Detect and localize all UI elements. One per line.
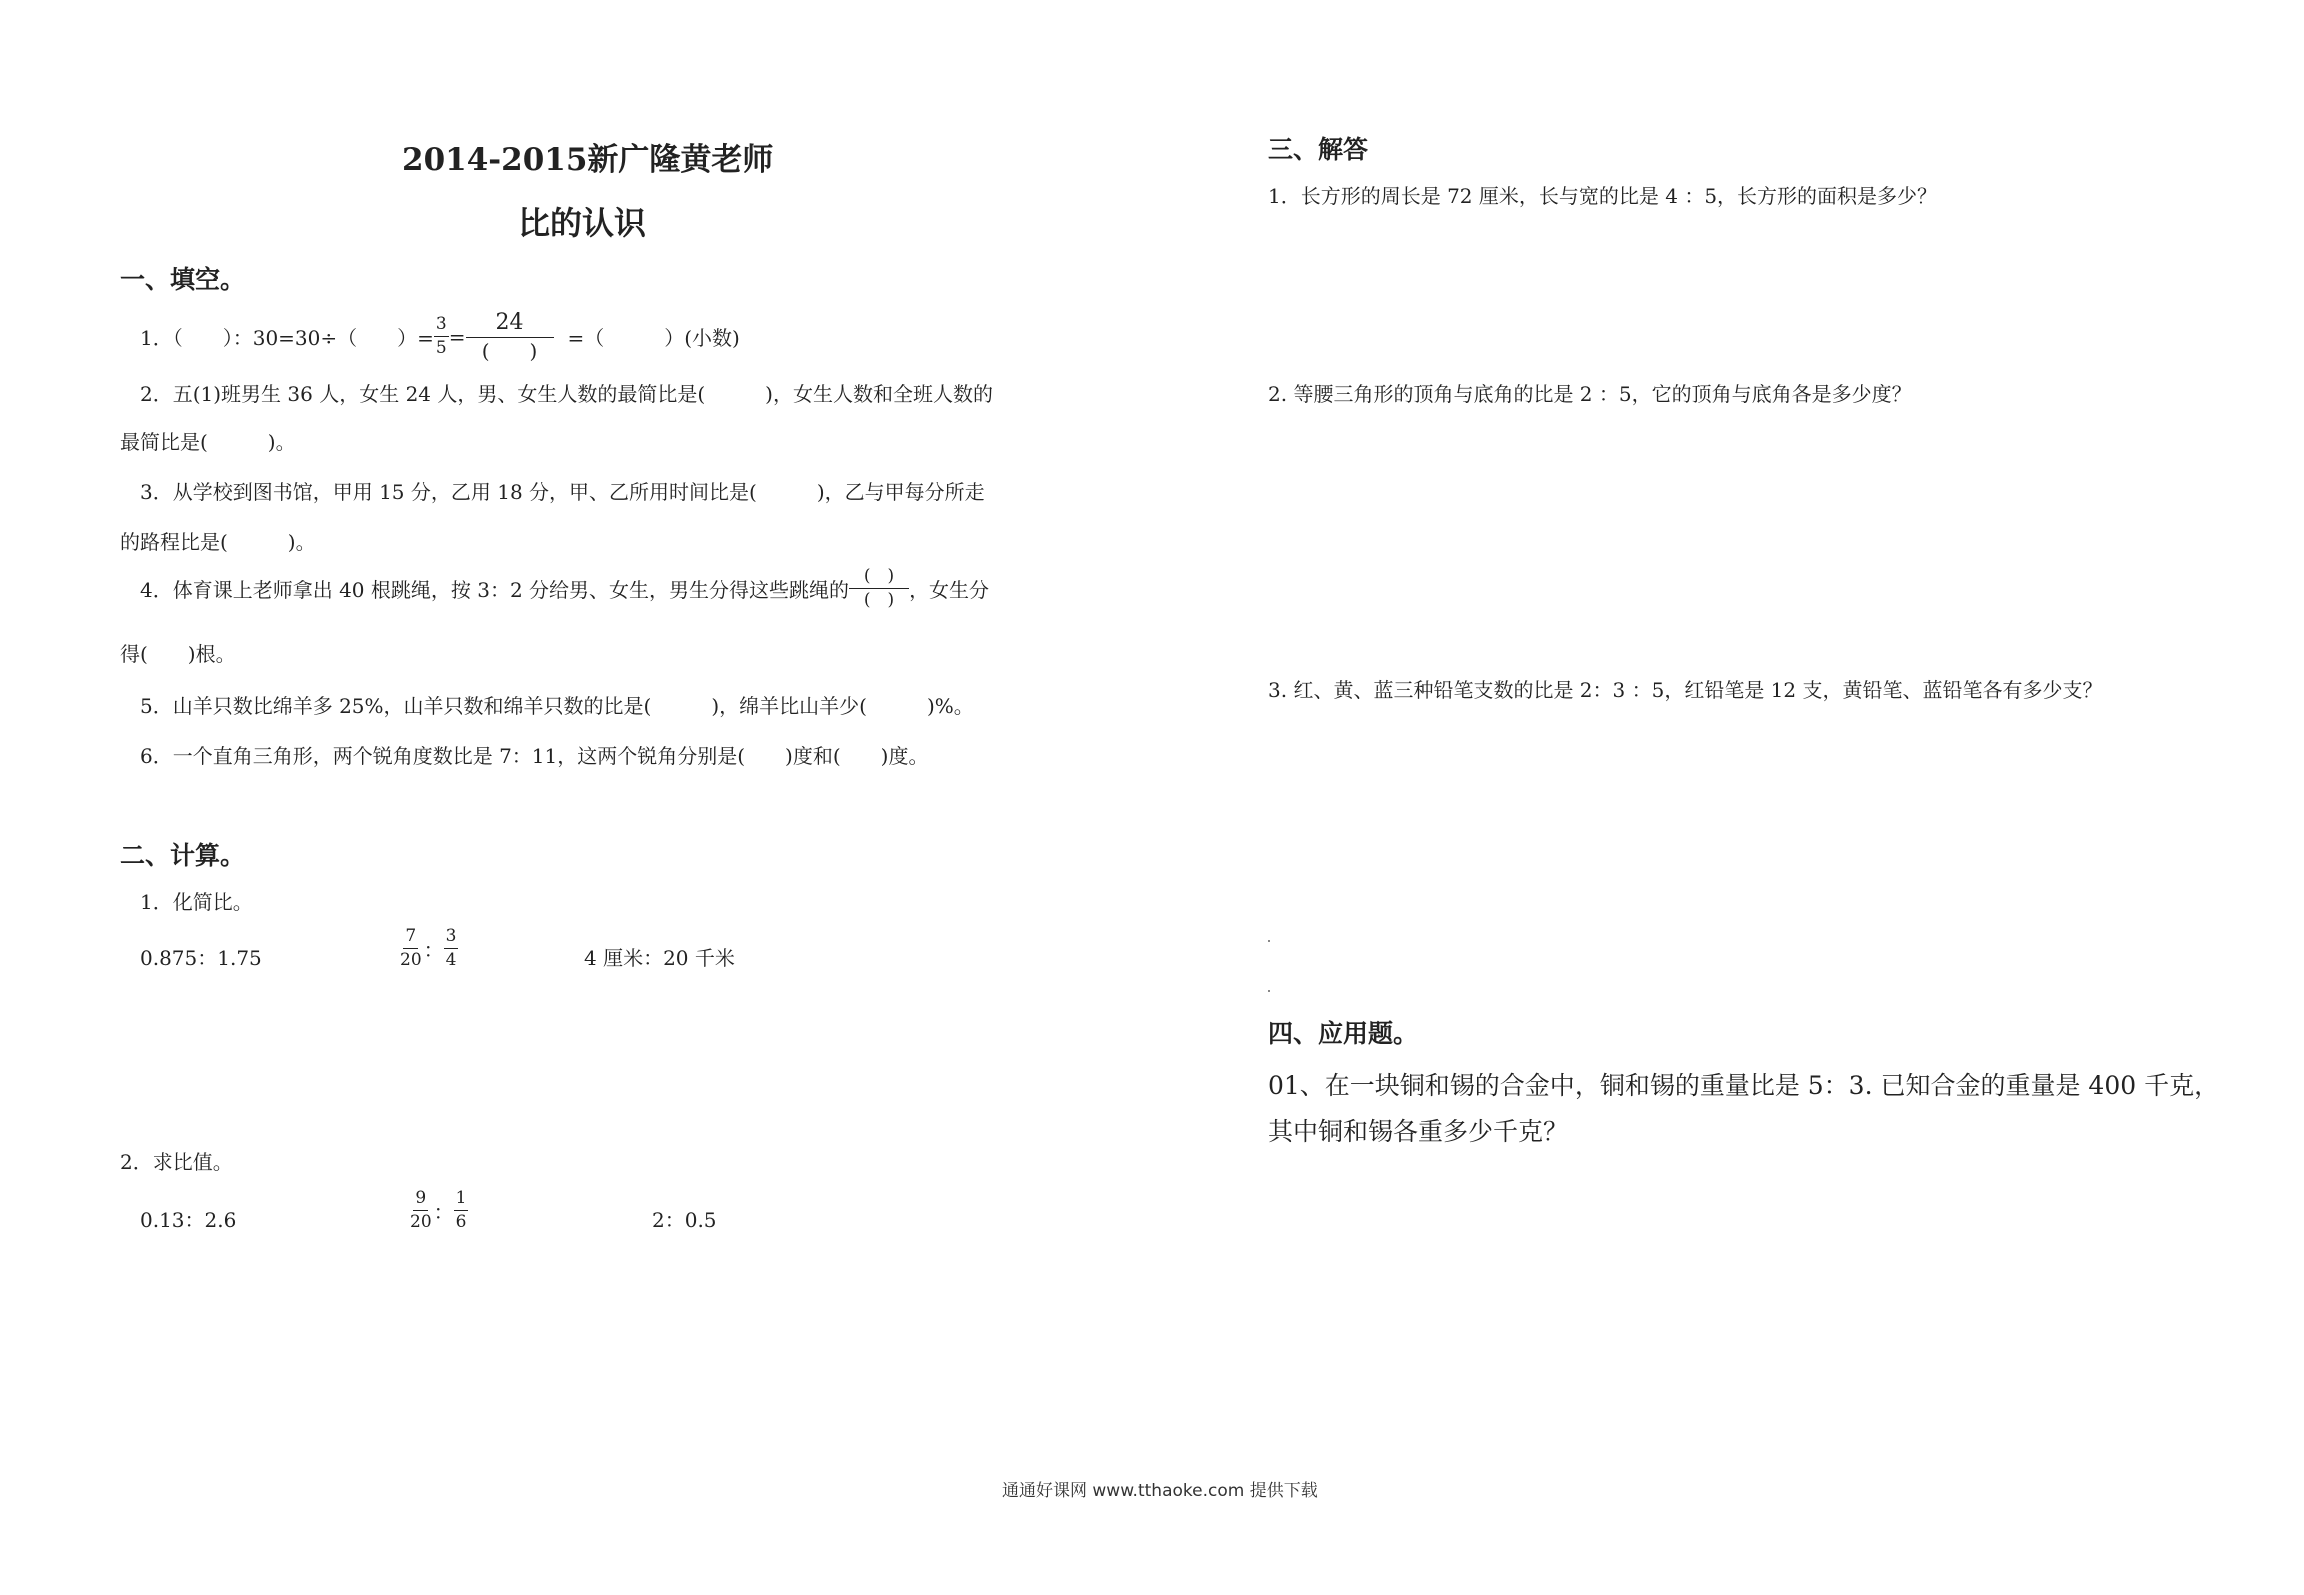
question-1-4-line2: 得( )根。 <box>120 642 236 666</box>
q1-fraction-1-num: 3 <box>434 316 449 337</box>
calc-1-frac-b-den: 4 <box>445 950 457 970</box>
q4-text-a: 4．体育课上老师拿出 40 根跳绳，按 3：2 分给男、女生，男生分得这些跳绳的 <box>140 578 850 602</box>
calc-2-sep: ： <box>433 1200 454 1224</box>
q1-fraction-2-num: 24 <box>466 312 554 338</box>
calc-2-expr-2 <box>408 1190 468 1231</box>
answer-3-3: 3. 红、黄、蓝三种铅笔支数的比是 2：3 ：5，红铅笔是 12 支，黄铅笔、蓝铅笔各有多少支？ <box>1268 678 2103 702</box>
question-1-4 <box>140 568 989 609</box>
answer-3-2: 2. 等腰三角形的顶角与底角的比是 2 ：5，它的顶角与底角各是多少度？ <box>1268 382 1912 406</box>
q1-text-b: =（ ）(小数) <box>567 326 740 350</box>
q4-fraction-num: ( ) <box>849 568 909 589</box>
page-title: 2014-2015新广隆黄老师 <box>402 142 774 178</box>
question-1-2-line2: 最简比是( )。 <box>120 430 296 454</box>
q1-equals: = <box>448 324 466 349</box>
calc-1-frac-a-num: 7 <box>403 928 418 949</box>
calc-2-label: 2．求比值。 <box>120 1150 233 1174</box>
calc-2-frac-b <box>454 1190 469 1231</box>
question-1-3-line1: 3．从学校到图书馆，甲用 15 分，乙用 18 分，甲、乙所用时间比是( )，乙与甲每分所走 <box>140 480 985 504</box>
question-1-2-line1: 2．五(1)班男生 36 人，女生 24 人，男、女生人数的最简比是( )，女生人数和全班人数的 <box>140 382 993 406</box>
calc-1-frac-a <box>398 928 424 969</box>
calc-1-frac-a-den: 20 <box>400 950 422 970</box>
calc-1-frac-b-num: 3 <box>444 928 459 949</box>
question-1-6: 6．一个直角三角形，两个锐角度数比是 7：11，这两个锐角分别是( )度和( )度。 <box>140 744 929 768</box>
calc-2-expr-3: 2：0.5 <box>652 1208 717 1232</box>
question-1-1 <box>140 312 740 361</box>
section-3-title: 三、解答 <box>1268 135 1369 164</box>
scan-mark <box>1268 940 1270 942</box>
question-1-5: 5．山羊只数比绵羊多 25%，山羊只数和绵羊只数的比是( )，绵羊比山羊少( )%。 <box>140 694 974 718</box>
q1-fraction-2-den: ( ) <box>481 339 538 363</box>
calc-1-label: 1．化简比。 <box>140 890 253 914</box>
calc-1-expr-3: 4 厘米：20 千米 <box>584 946 735 970</box>
calc-1-expr-1: 0.875：1.75 <box>140 946 262 970</box>
q4-fraction <box>849 568 909 609</box>
q1-fraction-1-den: 5 <box>435 338 447 358</box>
calc-1-frac-b <box>444 928 459 969</box>
calc-2-frac-b-den: 6 <box>455 1212 467 1232</box>
section-4-title: 四、应用题。 <box>1268 1019 1419 1048</box>
footer-credit: 通通好课网 www.tthaoke.com 提供下载 <box>1002 1481 1318 1501</box>
q1-fraction-1 <box>434 316 449 357</box>
calc-2-frac-a-num: 9 <box>413 1190 428 1211</box>
calc-2-frac-a-den: 20 <box>410 1212 432 1232</box>
calc-1-sep: ： <box>423 938 444 962</box>
application-1-line1: 01、在一块铜和锡的合金中，铜和锡的重量比是 5：3. 已知合金的重量是 400 千克， <box>1268 1071 2220 1100</box>
section-1-title: 一、填空。 <box>120 265 246 294</box>
calc-1-expr-2 <box>398 928 458 969</box>
q1-fraction-2 <box>466 312 554 361</box>
q1-text-a: 1．（ ）：30=30÷（ ）= <box>140 326 434 350</box>
calc-2-expr-1: 0.13：2.6 <box>140 1208 237 1232</box>
calc-2-frac-b-num: 1 <box>454 1190 469 1211</box>
answer-3-1: 1．长方形的周长是 72 厘米，长与宽的比是 4 ：5，长方形的面积是多少？ <box>1268 184 1938 208</box>
calc-2-frac-a <box>408 1190 434 1231</box>
q4-text-b: ，女生分 <box>909 578 990 602</box>
scan-mark <box>1268 990 1270 992</box>
section-2-title: 二、计算。 <box>120 841 246 870</box>
q4-fraction-den: ( ) <box>863 590 895 610</box>
question-1-3-line2: 的路程比是( )。 <box>120 530 316 554</box>
page-subtitle: 比的认识 <box>518 204 647 242</box>
application-1-line2: 其中铜和锡各重多少千克？ <box>1268 1117 1569 1146</box>
